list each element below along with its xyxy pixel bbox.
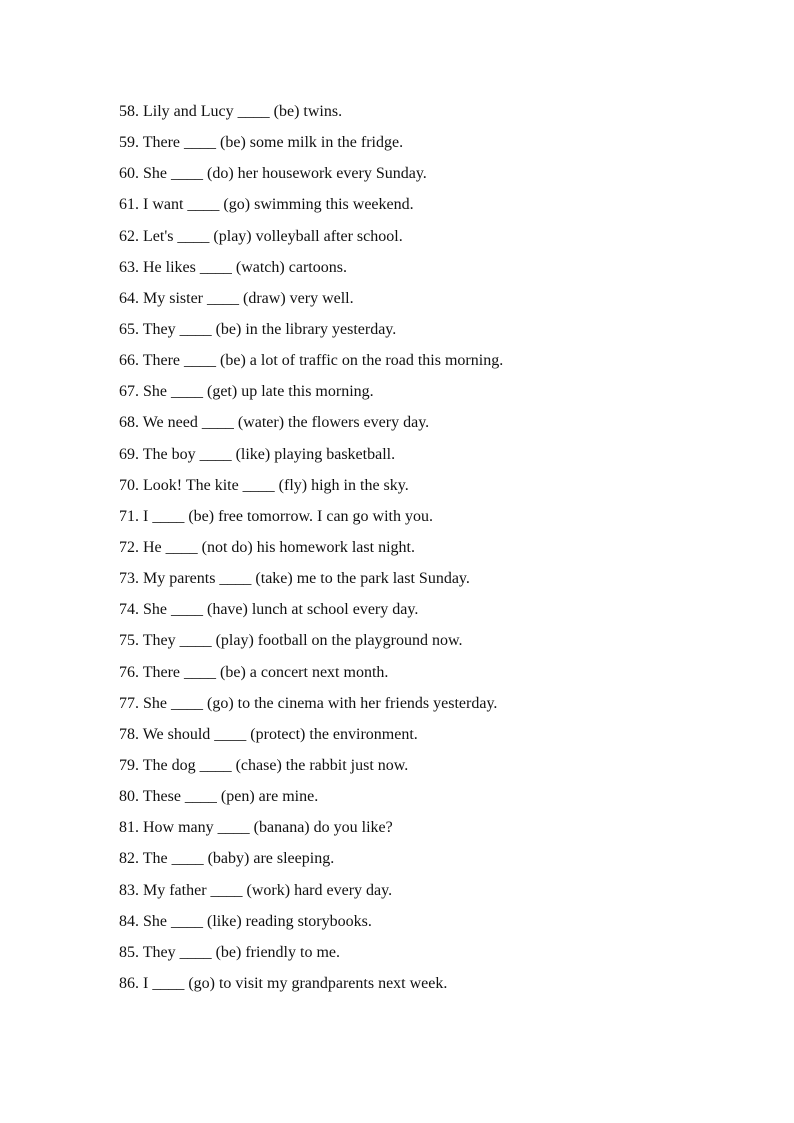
exercise-item: 81. How many ____ (banana) do you like? [119, 819, 393, 837]
exercise-item: 78. We should ____ (protect) the environment. [119, 725, 418, 743]
exercise-item: 60. She ____ (do) her housework every Sunday. [119, 165, 427, 183]
exercise-item: 70. Look! The kite ____ (fly) high in the sky. [119, 476, 409, 494]
exercise-item: 69. The boy ____ (like) playing basketball. [119, 445, 396, 463]
exercise-item: 62. Let's ____ (play) volleyball after school. [119, 227, 403, 245]
exercise-item: 63. He likes ____ (watch) cartoons. [119, 258, 347, 276]
exercise-list [119, 100, 503, 1003]
exercise-item: 74. She ____ (have) lunch at school every day. [119, 601, 419, 619]
exercise-item: 80. These ____ (pen) are mine. [119, 788, 319, 806]
exercise-item: 75. They ____ (play) football on the playground now. [119, 632, 463, 650]
exercise-item: 66. There ____ (be) a lot of traffic on the road this morning. [119, 352, 504, 370]
exercise-item: 68. We need ____ (water) the flowers every day. [119, 414, 430, 432]
exercise-item: 76. There ____ (be) a concert next month. [119, 663, 389, 681]
exercise-item: 84. She ____ (like) reading storybooks. [119, 912, 372, 930]
exercise-item: 67. She ____ (get) up late this morning. [119, 383, 374, 401]
exercise-item: 59. There ____ (be) some milk in the fridge. [119, 134, 404, 152]
exercise-item: 83. My father ____ (work) hard every day. [119, 881, 393, 899]
exercise-item: 71. I ____ (be) free tomorrow. I can go with you. [119, 507, 433, 525]
exercise-item: 85. They ____ (be) friendly to me. [119, 943, 340, 961]
exercise-item: 82. The ____ (baby) are sleeping. [119, 850, 335, 868]
exercise-item: 64. My sister ____ (draw) very well. [119, 289, 354, 307]
exercise-item: 73. My parents ____ (take) me to the park last Sunday. [119, 570, 470, 588]
exercise-item: 77. She ____ (go) to the cinema with her friends yesterday. [119, 694, 498, 712]
exercise-item: 61. I want ____ (go) swimming this weekend. [119, 196, 414, 214]
exercise-item: 65. They ____ (be) in the library yesterday. [119, 320, 397, 338]
exercise-item: 58. Lily and Lucy ____ (be) twins. [119, 103, 343, 120]
exercise-item: 79. The dog ____ (chase) the rabbit just now. [119, 756, 409, 774]
exercise-item: 72. He ____ (not do) his homework last night. [119, 538, 415, 556]
exercise-item: 86. I ____ (go) to visit my grandparents next week. [119, 974, 448, 992]
